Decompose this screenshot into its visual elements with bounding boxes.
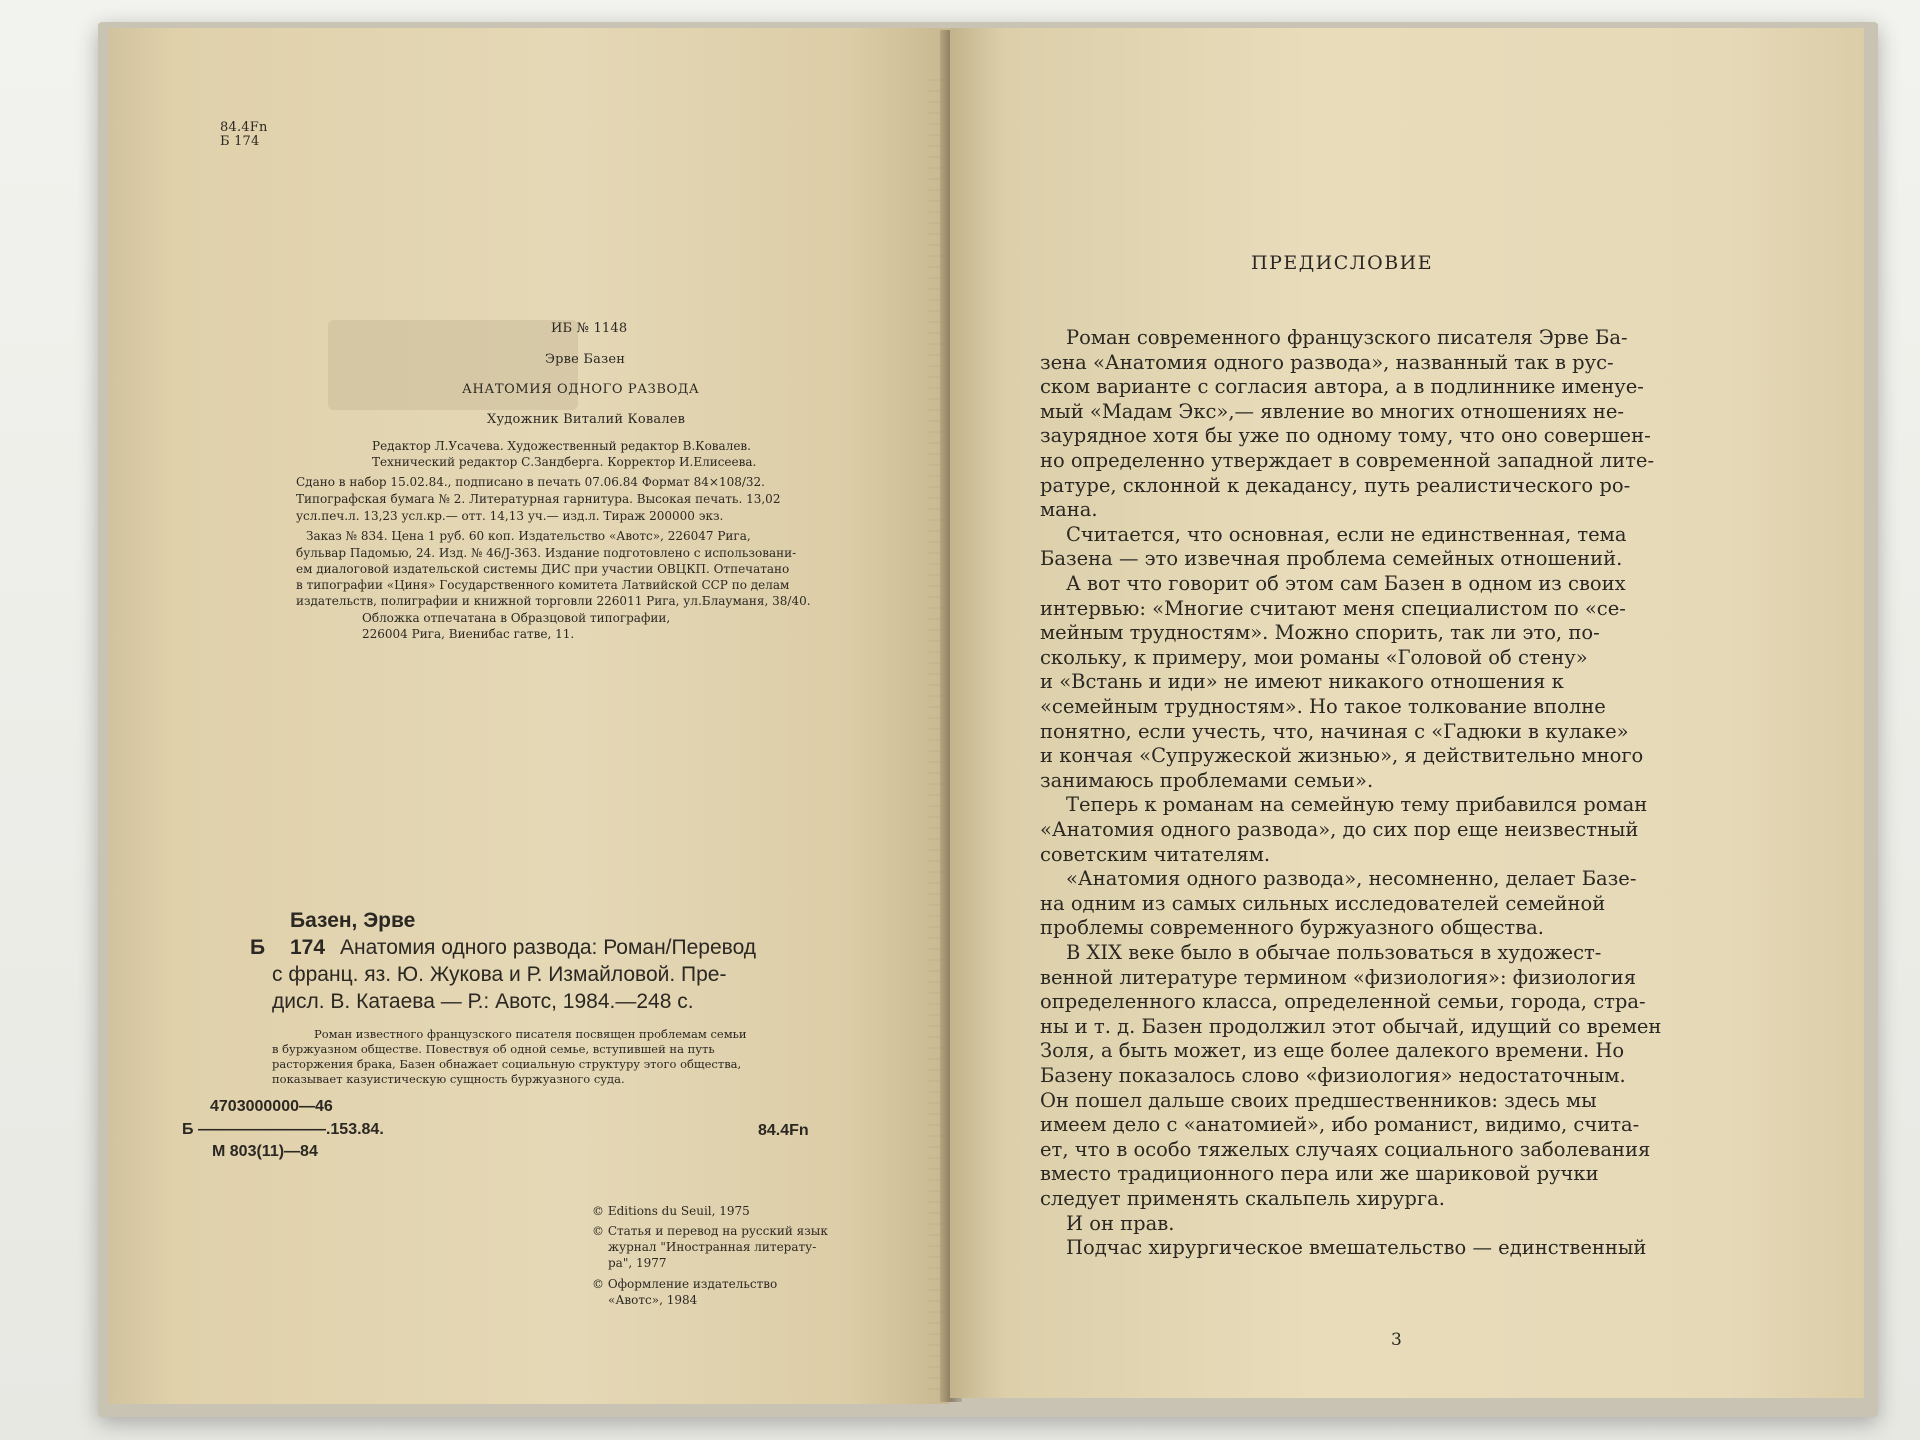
preface-line: занимаюсь проблемами семьи».	[1040, 768, 1374, 792]
imprint-line: Редактор Л.Усачева. Художественный редактор В.Ковалев.	[372, 439, 751, 453]
book-author: Эрве Базен	[545, 352, 626, 367]
biblio-line: с франц. яз. Ю. Жукова и Р. Измайловой. Пре-	[272, 963, 727, 986]
preface-line: заурядное хотя бы уже по одному тому, что оно совершен-	[1040, 424, 1651, 448]
copyright-line: © Editions du Seuil, 1975	[592, 1204, 750, 1218]
catalog-code: 84.4Fn	[220, 120, 268, 135]
catalog-letter: Б 174	[220, 134, 260, 149]
preface-line: понятно, если учесть, что, начиная с «Гадюки в кулаке»	[1040, 719, 1629, 743]
imprint-line: бульвар Падомью, 24. Изд. № 46/J-363. Издание подготовлено с использовани-	[296, 546, 797, 560]
preface-line: вместо традиционного пера или же шариковой ручки	[1040, 1162, 1599, 1186]
copyright-line: © Статья и перевод на русский язык	[592, 1224, 828, 1238]
preface-line: и кончая «Супружеской жизнью», я действительно много	[1040, 744, 1644, 768]
copyright-line: журнал "Иностранная литерату-	[608, 1240, 817, 1254]
right-page	[950, 28, 1864, 1398]
preface-line: «Анатомия одного развода», несомненно, делает Базе-	[1066, 867, 1637, 891]
biblio-line: Анатомия одного развода: Роман/Перевод	[340, 936, 757, 959]
preface-line: В XIX веке было в обычае пользоваться в художест-	[1066, 941, 1602, 964]
code-right: 84.4Fn	[758, 1122, 809, 1139]
preface-line: ет, что в особо тяжелых случаях социального заболевания	[1040, 1137, 1651, 1161]
preface-line: мейным трудностям». Можно спорить, так ли это, по-	[1040, 621, 1600, 645]
biblio-author: Базен, Эрве	[290, 909, 416, 932]
imprint-line: ем диалоговой издательской системы ДИС при участии ОВЦКП. Отпечатано	[296, 562, 790, 576]
preface-line: имеем дело с «анатомией», ибо романист, видимо, счита-	[1040, 1113, 1640, 1137]
annotation-line: расторжения брака, Базен обнажает социальную структуру этого общества,	[272, 1057, 742, 1071]
ib-number: ИБ № 1148	[551, 321, 628, 336]
imprint-line: Заказ № 834. Цена 1 руб. 60 коп. Издательство «Авотс», 226047 Рига,	[306, 529, 751, 543]
preface-line: и «Встань и иди» не имеют никакого отношения к	[1040, 670, 1564, 694]
page-number: 3	[1391, 1330, 1402, 1350]
preface-line: советским читателям.	[1040, 842, 1271, 866]
preface-line: венной литературе термином «физиология»: физиология	[1040, 965, 1637, 989]
preface-line: но определенно утверждает в современной западной лите-	[1040, 449, 1655, 472]
preface-line: «семейным трудностям». Но такое толкование вполне	[1040, 695, 1606, 718]
preface-line: определенного класса, определенной семьи, города, стра-	[1040, 990, 1646, 1014]
preface-line: проблемы современного буржуазного общества.	[1040, 916, 1544, 940]
biblio-line: дисл. В. Катаева — Р.: Авотс, 1984.—248 с.	[272, 990, 694, 1013]
preface-line: «Анатомия одного развода», до сих пор еще неизвестный	[1040, 818, 1639, 841]
imprint-line: Технический редактор С.Зандберга. Корректор И.Елисеева.	[372, 455, 757, 469]
preface-line: Базену показалось слово «физиология» недостаточным.	[1040, 1064, 1626, 1087]
code-line: Б ————————.153.84.	[182, 1121, 384, 1138]
preface-line: мый «Мадам Экс»,— явление во многих отношениях не-	[1040, 399, 1624, 423]
copyright-line: «Авотс», 1984	[608, 1293, 698, 1307]
imprint-line: издательств, полиграфии и книжной торговли 226011 Рига, ул.Блауманя, 38/40.	[296, 594, 811, 608]
preface-line: И он прав.	[1066, 1211, 1175, 1235]
preface-line: А вот что говорит об этом сам Базен в одном из своих	[1066, 572, 1626, 595]
biblio-index: Б	[250, 936, 266, 959]
biblio-number: 174	[290, 936, 326, 959]
preface-line: Роман современного французского писателя Эрве Ба-	[1066, 326, 1628, 349]
annotation-line: показывает казуистическую сущность буржуазного суда.	[272, 1072, 625, 1086]
imprint-line: Сдано в набор 15.02.84., подписано в печать 07.06.84 Формат 84×108/32.	[296, 475, 765, 489]
book-title: АНАТОМИЯ ОДНОГО РАЗВОДА	[462, 382, 700, 397]
code-line: М 803(11)—84	[212, 1143, 318, 1160]
preface-line: Подчас хирургическое вмешательство — единственный	[1066, 1236, 1647, 1260]
book-artist: Художник Виталий Ковалев	[487, 412, 686, 427]
preface-line: Золя, а быть может, из еще более далекого времени. Но	[1040, 1039, 1625, 1063]
preface-line: на одним из самых сильных исследователей семейной	[1040, 891, 1606, 915]
page-heading: ПРЕДИСЛОВИЕ	[1251, 252, 1434, 274]
imprint-line: Обложка отпечатана в Образцовой типографии,	[362, 611, 671, 625]
copyright-line: ра", 1977	[608, 1256, 667, 1270]
annotation-line: в буржуазном обществе. Повествуя об одной семье, вступившей на путь	[272, 1042, 715, 1056]
preface-line: ны и т. д. Базен продолжил этот обычай, идущий со времен	[1040, 1014, 1662, 1038]
annotation-line: Роман известного французского писателя посвящен проблемам семьи	[314, 1027, 747, 1041]
imprint-line: Типографская бумага № 2. Литературная гарнитура. Высокая печать. 13,02	[296, 492, 781, 506]
preface-line: следует применять скальпель хирурга.	[1040, 1187, 1445, 1210]
preface-line: Базена — это извечная проблема семейных отношений.	[1040, 547, 1623, 571]
preface-line: мана.	[1040, 498, 1098, 522]
copyright-line: © Оформление издательство	[592, 1277, 778, 1291]
preface-line: ском варианте с согласия автора, а в подлиннике именуе-	[1040, 375, 1644, 399]
preface-line: интервью: «Многие считают меня специалистом по «се-	[1040, 596, 1626, 620]
imprint-line: усл.печ.л. 13,23 усл.кр.— отт. 14,13 уч.— изд.л. Тираж 200000 экз.	[296, 509, 724, 523]
preface-line: Считается, что основная, если не единственная, тема	[1066, 522, 1627, 546]
preface-line: ратуре, склонной к декадансу, путь реалистического ро-	[1040, 473, 1631, 497]
code-line: 4703000000—46	[210, 1098, 333, 1115]
preface-line: зена «Анатомия одного развода», названный так в рус-	[1040, 350, 1614, 374]
left-page	[108, 28, 950, 1404]
imprint-line: в типографии «Циня» Государственного комитета Латвийской ССР по делам	[296, 578, 790, 592]
torn-edge	[928, 70, 942, 1390]
preface-line: Теперь к романам на семейную тему прибавился роман	[1066, 793, 1648, 817]
imprint-line: 226004 Рига, Виенибас гатве, 11.	[362, 627, 575, 641]
preface-line: Он пошел дальше своих предшественников: здесь мы	[1040, 1088, 1597, 1112]
preface-line: скольку, к примеру, мои романы «Головой об стену»	[1040, 645, 1588, 669]
